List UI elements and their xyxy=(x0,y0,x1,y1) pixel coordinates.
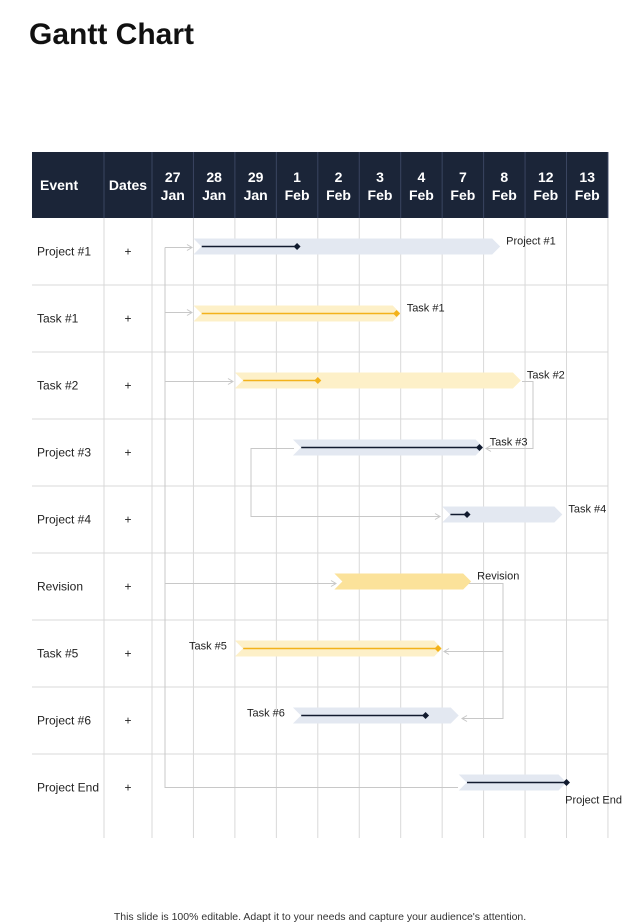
dates-cell: + xyxy=(124,713,132,728)
bar-label: Task #1 xyxy=(406,302,445,315)
date-tick-day: 8 xyxy=(500,169,509,185)
dates-cell: + xyxy=(124,512,132,527)
bar-label: Task #4 xyxy=(568,503,607,516)
date-tick-month: Jan xyxy=(160,187,185,203)
date-tick-month: Feb xyxy=(326,187,351,203)
date-tick-month: Feb xyxy=(574,187,600,203)
dates-cell: + xyxy=(124,244,132,259)
date-tick-month: Feb xyxy=(450,187,476,203)
dates-cell: + xyxy=(124,378,132,393)
header-event: Event xyxy=(40,177,79,193)
bar-label: Project #1 xyxy=(506,235,556,248)
page-title: Gantt Chart xyxy=(29,18,194,51)
dates-cell: + xyxy=(124,579,132,594)
date-tick-day: 1 xyxy=(293,169,301,185)
event-label: Task #5 xyxy=(37,646,79,661)
dates-cell: + xyxy=(124,445,132,460)
bar-label: Task #5 xyxy=(188,640,227,653)
event-label: Project #3 xyxy=(37,445,92,460)
connector-line xyxy=(165,248,458,788)
header-dates: Dates xyxy=(108,177,148,193)
event-label: Project End xyxy=(37,780,100,795)
date-tick-day: 7 xyxy=(458,169,467,185)
bar-label: Task #6 xyxy=(247,707,285,720)
bar-label: Task #3 xyxy=(489,436,528,449)
event-label: Project #6 xyxy=(37,713,92,728)
date-tick-month: Feb xyxy=(367,187,393,203)
date-tick-day: 13 xyxy=(579,169,596,185)
footer-note: This slide is 100% editable. Adapt it to your needs and capture your audience's attention. xyxy=(113,911,527,923)
event-label: Revision xyxy=(37,579,84,594)
date-tick-month: Feb xyxy=(284,187,310,203)
date-tick-day: 3 xyxy=(376,169,384,185)
dates-cell: + xyxy=(124,646,132,661)
date-tick-month: Feb xyxy=(533,187,559,203)
date-tick-day: 2 xyxy=(334,169,343,185)
dates-cell: + xyxy=(124,780,132,795)
date-tick-month: Feb xyxy=(408,187,434,203)
date-tick-day: 27 xyxy=(164,169,181,185)
event-label: Project #1 xyxy=(37,244,92,259)
event-label: Task #1 xyxy=(37,311,79,326)
bar-label: Task #2 xyxy=(526,369,565,382)
date-tick-day: 4 xyxy=(417,169,426,185)
date-tick-month: Feb xyxy=(491,187,517,203)
dates-cell: + xyxy=(124,311,132,326)
event-label: Task #2 xyxy=(37,378,79,393)
date-tick-day: 29 xyxy=(247,169,264,185)
event-label: Project #4 xyxy=(37,512,92,527)
gantt-bar xyxy=(334,574,471,590)
date-tick-day: 12 xyxy=(537,169,554,185)
date-tick-month: Jan xyxy=(243,187,268,203)
date-tick-day: 28 xyxy=(206,169,222,185)
bar-label: Project End xyxy=(565,794,622,807)
connector-line xyxy=(251,449,440,517)
date-tick-month: Jan xyxy=(202,187,227,203)
bar-label: Revision xyxy=(477,570,520,583)
